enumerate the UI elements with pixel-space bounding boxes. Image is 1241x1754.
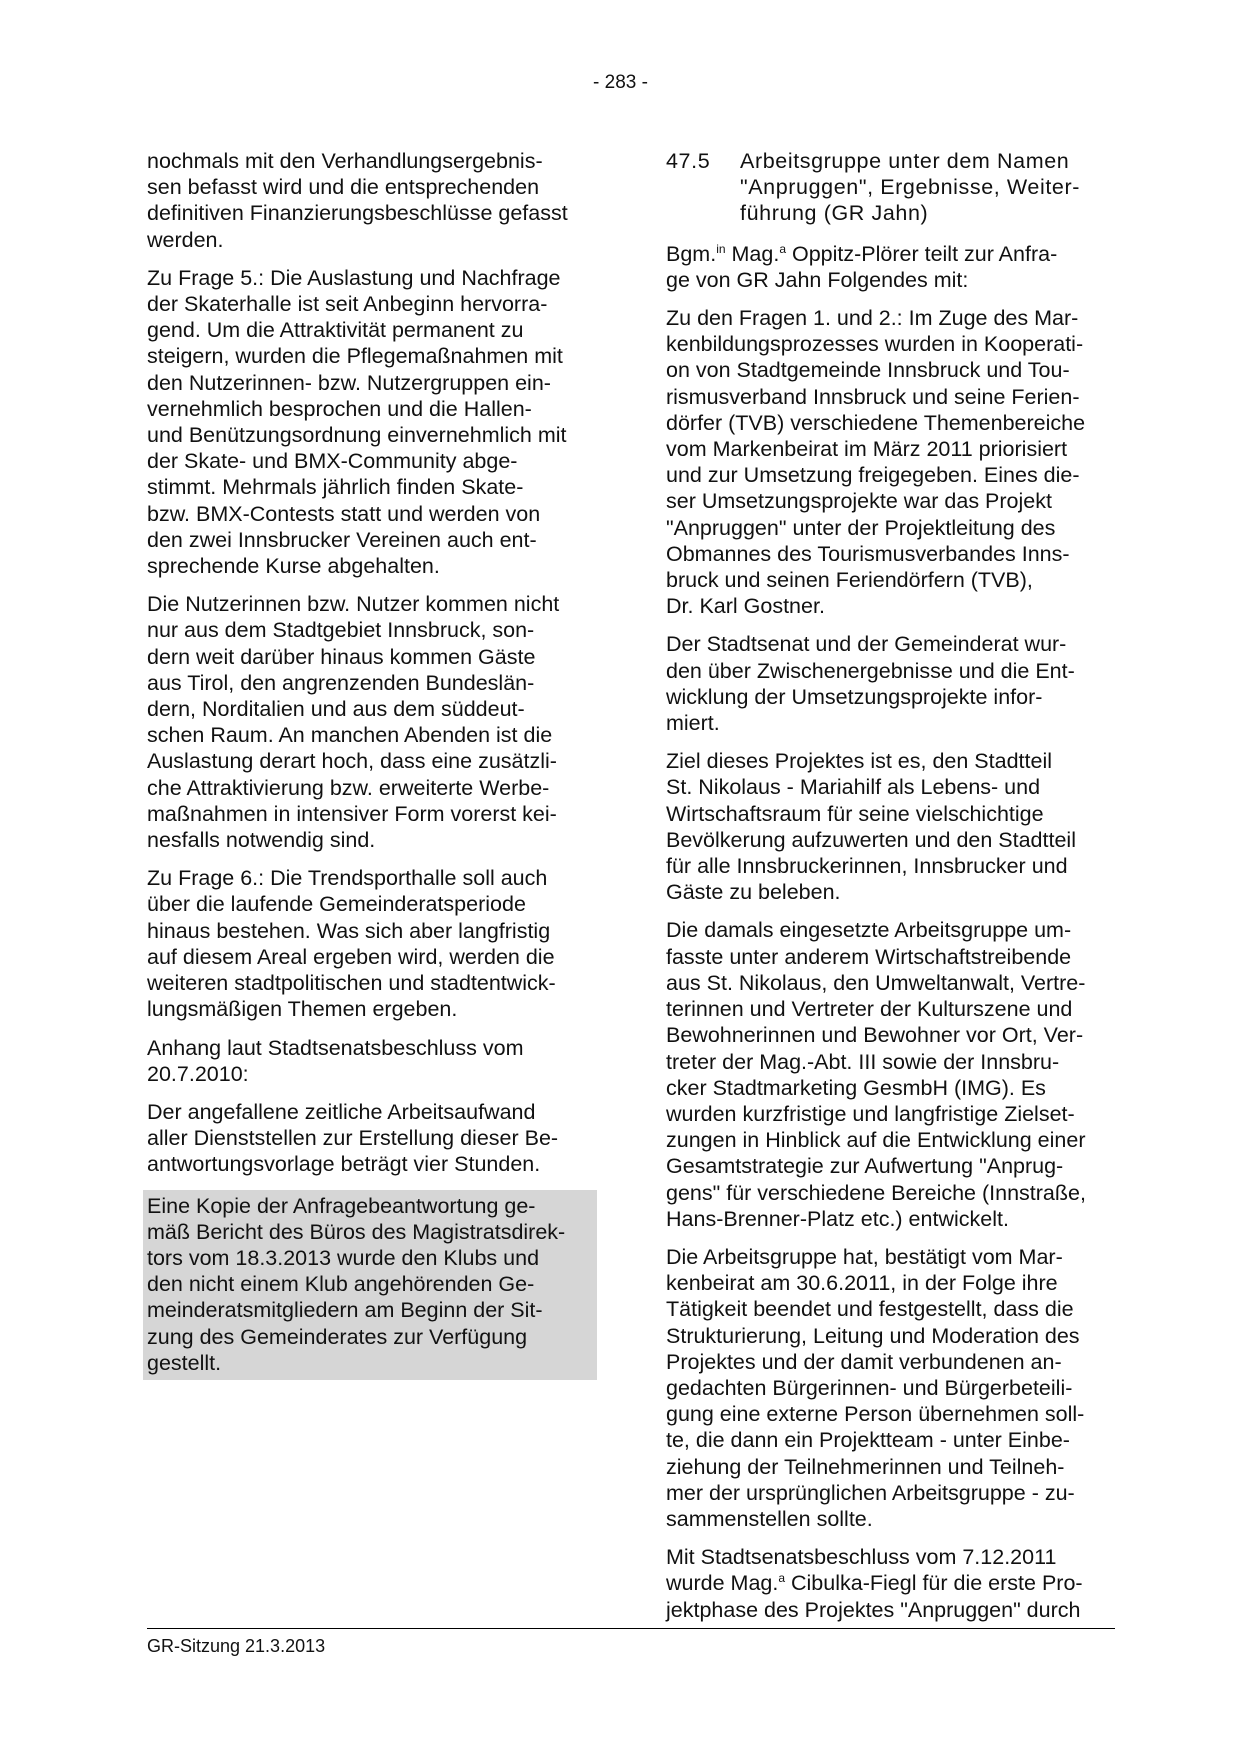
intro-paragraph xyxy=(666,241,1126,293)
section-title: Arbeitsgruppe unter dem Namen "Anpruggen", Ergebnisse, Weiter- führung (GR Jahn) xyxy=(740,149,1081,226)
paragraph: Zu den Fragen 1. und 2.: Im Zuge des Mar- kenbildungsprozesses wurden in Kooperati- on von Stadtgemeinde Innsbruck und Tou- rismusverband Innsbruck und seine Ferien- dörfer (TVB) verschiedene Themenbereiche vom Markenbeirat im März 2011 priorisiert und zur Umsetzung freigegeben. Eines die- ser Umsetzungsprojekte war das Projekt "Anpruggen" unter der Projektleitung des Obmannes des Tourismusverbandes Inns- bruck und seinen Feriendörfern (TVB), Dr. Karl Gostner. xyxy=(666,306,1086,619)
last-prefix: Mit Stadtsenatsbeschluss vom 7.12.2011 wurde Mag. xyxy=(666,1545,1057,1596)
paragraph: Die damals eingesetzte Arbeitsgruppe um- fasste unter anderem Wirtschaftstreibende aus St. Nikolaus, den Umweltanwalt, Vertre- terinnen und Vertreter der Kulturszene und Bewohnerinnen und Bewohner vor Ort, Ver- treter der Mag.-Abt. III sowie der Innsbru- cker Stadtmarketing GesmbH (IMG). Es wurden kurzfristige und langfristige Zielset- zungen in Hinblick auf die Entwicklung einer Gesamtstrategie zur Aufwertung "Anprug- gens" für verschiedene Bereiche (Innstraße, Hans-Brenner-Platz etc.) entwickelt. xyxy=(666,918,1086,1231)
superscript: in xyxy=(716,241,726,256)
paragraph: Die Arbeitsgruppe hat, bestätigt vom Mar- kenbeirat am 30.6.2011, in der Folge ihre Tätigkeit beendet und festgestellt, dass die Strukturierung, Leitung und Moderation des Projektes und der damit verbundenen an- gedachten Bürgerinnen- und Bürgerbeteili- gung eine externe Person übernehmen soll- te, die dann ein Projektteam - unter Einbe- ziehung der Teilnehmerinnen und Teilneh- mer der ursprünglichen Arbeitsgruppe - zu- sammenstellen sollte. xyxy=(666,1244,1085,1531)
footer-divider xyxy=(147,1628,1115,1629)
left-column xyxy=(147,148,602,1392)
paragraph: Ziel dieses Projektes ist es, den Stadtteil St. Nikolaus - Mariahilf als Lebens- und Wirtschaftsraum für seine vielschichtige Bevölkerung aufzuwerten und den Stadtteil für alle Innsbruckerinnen, Innsbrucker und Gäste zu beleben. xyxy=(666,749,1076,905)
paragraph: Zu Frage 5.: Die Auslastung und Nachfrage der Skaterhalle ist seit Anbeginn hervorra- gend. Um die Attraktivität permanent zu steigern, wurden die Pflegemaßnahmen mit den Nutzerinnen- bzw. Nutzergruppen ein- vernehmlich besprochen und die Hallen- und Benützungsordnung einvernehmlich mit der Skate- und BMX-Community abge- stimmt. Mehrmals jährlich finden Skate- bzw. BMX-Contests statt und werden von den zwei Innsbrucker Vereinen auch ent- sprechende Kurse abgehalten. xyxy=(147,265,567,579)
highlighted-note: Eine Kopie der Anfragebeantwortung ge- mäß Bericht des Büros des Magistratsdirek- tors vom 18.3.2013 wurde den Klubs und den nicht einem Klub angehörenden Ge- meinderatsmitgliedern am Beginn der Sit- zung des Gemeinderates zur Verfügung gestellt. xyxy=(143,1190,597,1380)
paragraph: Der Stadtsenat und der Gemeinderat wur- den über Zwischenergebnisse und die Ent- wicklung der Umsetzungsprojekte infor- miert. xyxy=(666,632,1075,736)
intro-prefix: Bgm. xyxy=(666,241,717,266)
paragraph: Der angefallene zeitliche Arbeitsaufwand aller Dienststellen zur Erstellung dieser Be- antwortungsvorlage beträgt vier Stunden. xyxy=(147,1099,559,1177)
paragraph: Zu Frage 6.: Die Trendsporthalle soll auch über die laufende Gemeinderatsperiode hinaus bestehen. Was sich aber langfristig auf diesem Areal ergeben wird, werden die weiteren stadtpolitischen und stadtentwick- lungsmäßigen Themen ergeben. xyxy=(147,866,556,1022)
intro-suffix: Oppitz-Plörer teilt zur Anfra- ge von GR Jahn Folgendes mit: xyxy=(666,241,1058,292)
paragraph: nochmals mit den Verhandlungsergebnis- sen befasst wird und die entsprechenden definitiven Finanzierungsbeschlüsse gefasst werden. xyxy=(147,149,568,252)
superscript: a xyxy=(779,241,786,256)
paragraph: Die Nutzerinnen bzw. Nutzer kommen nicht nur aus dem Stadtgebiet Innsbruck, son- dern weit darüber hinaus kommen Gäste aus Tirol, den angrenzenden Bundeslän- dern, Norditalien und aus dem süddeut- schen Raum. An manchen Abenden ist die Auslastung derart hoch, dass eine zusätzli- che Attraktivierung bzw. erweiterte Werbe- maßnahmen in intensiver Form vorerst kei- nesfalls notwendig sind. xyxy=(147,592,560,853)
right-column xyxy=(666,148,1126,1635)
last-suffix: Cibulka-Fiegl für die erste Pro- jektphase des Projektes "Anpruggen" durch xyxy=(666,1571,1083,1622)
section-heading xyxy=(666,148,1126,227)
paragraph: Anhang laut Stadtsenatsbeschluss vom 20.7.2010: xyxy=(147,1035,524,1086)
footer-text: GR-Sitzung 21.3.2013 xyxy=(147,1636,326,1656)
last-paragraph xyxy=(666,1544,1126,1623)
section-number: 47.5 xyxy=(666,149,711,173)
intro-middle: Mag. xyxy=(725,241,780,266)
superscript: a xyxy=(778,1571,786,1586)
page-number: - 283 - xyxy=(593,72,648,93)
